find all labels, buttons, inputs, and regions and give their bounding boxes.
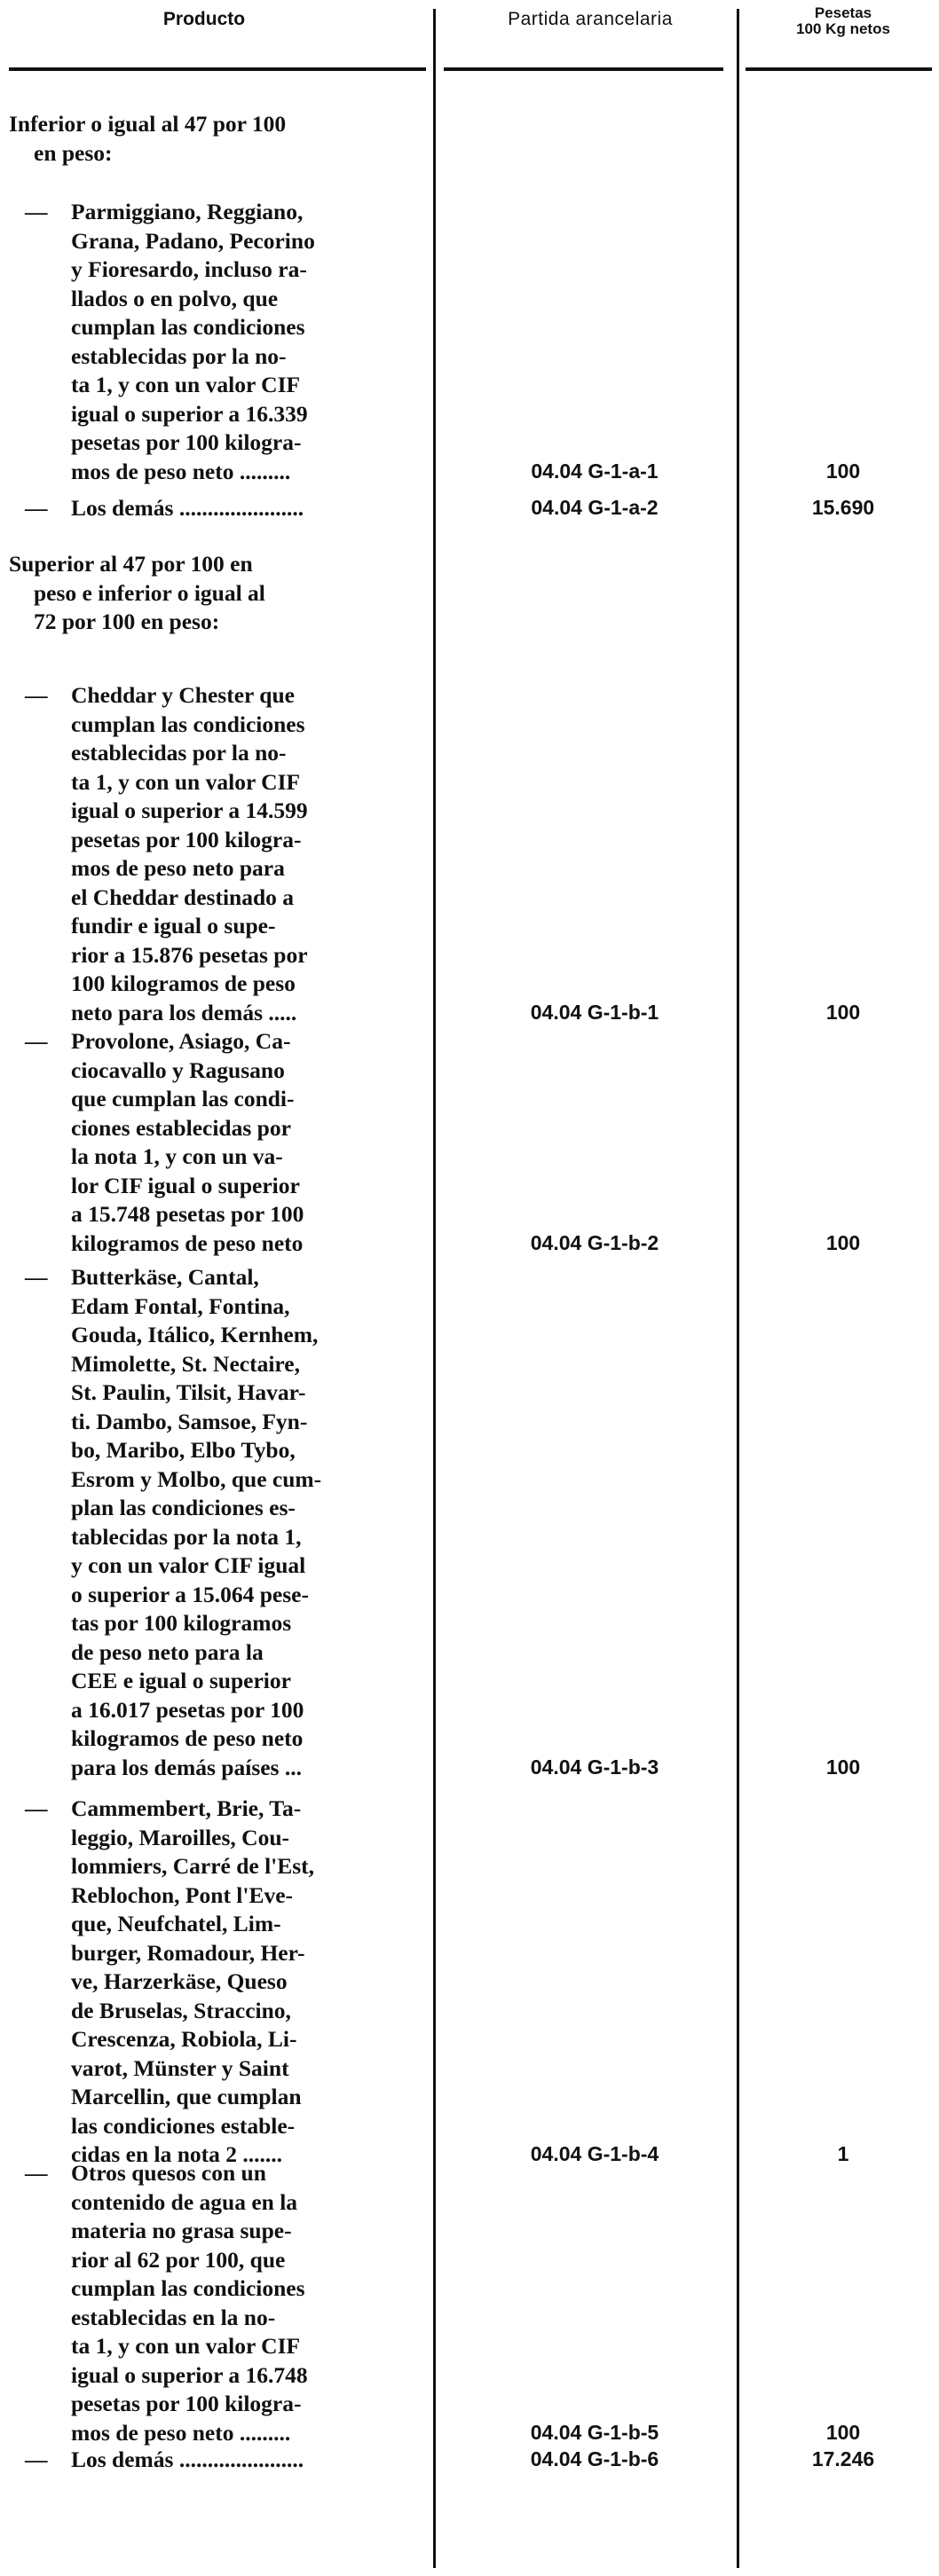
- product-description-line: Reblochon, Pont l'Eve-: [71, 1881, 294, 1908]
- product-description-line: establecidas en la no-: [71, 2304, 276, 2330]
- column-divider-1: [433, 9, 436, 2568]
- product-description-line: igual o superior a 14.599: [71, 797, 308, 823]
- product-description-line: ta 1, y con un valor CIF: [71, 2333, 301, 2359]
- product-description-line: varot, Münster y Saint: [71, 2054, 289, 2081]
- tariff-code: 04.04 G-1-a-1: [531, 459, 659, 483]
- product-description-line: kilogramos de peso neto: [71, 1229, 304, 1256]
- tariff-code: 04.04 G-1-b-4: [530, 2142, 659, 2165]
- column-header-producto: Producto: [162, 9, 246, 29]
- column-divider-2: [737, 9, 739, 2568]
- pesetas-value: 17.246: [811, 2447, 875, 2470]
- pesetas-value: 100: [825, 1230, 861, 1254]
- product-description-line: materia no grasa supe-: [71, 2218, 292, 2243]
- product-description-line: y con un valor CIF igual: [71, 1552, 306, 1578]
- product-description-line: la nota 1, y con un va-: [71, 1143, 283, 1169]
- dash-bullet-icon: —: [25, 495, 48, 521]
- product-description-line: mos de peso neto .........: [71, 2419, 291, 2446]
- product-description-line: o superior a 15.064 pese-: [71, 1581, 309, 1607]
- product-description-line: pesetas por 100 kilogra-: [71, 429, 302, 455]
- product-description-line: leggio, Maroilles, Cou-: [71, 1824, 289, 1850]
- product-description-line: bo, Maribo, Elbo Tybo,: [71, 1437, 296, 1463]
- tariff-code: 04.04 G-1-b-3: [530, 1755, 659, 1779]
- product-description-line: Mimolette, St. Nectaire,: [71, 1350, 300, 1377]
- product-description-line: Crescenza, Robiola, Li-: [71, 2026, 297, 2052]
- product-item: [25, 494, 429, 523]
- product-item: [25, 2446, 429, 2475]
- product-description-line: kilogramos de peso neto: [71, 1725, 304, 1751]
- section-heading-line: Superior al 47 por 100 en: [9, 551, 253, 577]
- product-description-line: de Bruselas, Straccino,: [71, 1997, 291, 2023]
- product-description-line: lommiers, Carré de l'Est,: [71, 1853, 315, 1879]
- product-description-line: pesetas por 100 kilogra-: [71, 2391, 302, 2416]
- dash-bullet-icon: —: [25, 1264, 48, 1290]
- product-description-line: para los demás países ...: [71, 1754, 302, 1780]
- product-description-line: plan las condiciones es-: [71, 1495, 296, 1520]
- product-description-line: mos de peso neto para: [71, 855, 285, 881]
- header-rule-partida: [444, 67, 723, 71]
- header-rule-pesetas: [746, 67, 932, 71]
- product-description-line: Esrom y Molbo, que cum-: [71, 1465, 322, 1492]
- product-description-line: St. Paulin, Tilsit, Havar-: [71, 1379, 306, 1405]
- product-description-line: — Cammembert, Brie, Ta-: [25, 1795, 429, 1824]
- section-heading-line: peso e inferior o igual al: [34, 579, 265, 606]
- product-description-line: y Fioresardo, incluso ra-: [71, 256, 307, 282]
- product-description-line: Edam Fontal, Fontina,: [71, 1292, 290, 1319]
- product-description-line: Grana, Padano, Pecorino: [71, 227, 315, 254]
- product-description-line: fundir e igual o supe-: [71, 913, 276, 939]
- product-description-line: ciones establecidas por: [71, 1114, 291, 1141]
- product-description-line: — Cheddar y Chester que: [25, 681, 429, 711]
- product-description-line: cumplan las condiciones: [71, 2275, 305, 2301]
- product-description-line: ta 1, y con un valor CIF: [71, 372, 301, 397]
- product-item: [25, 1263, 429, 1782]
- tariff-code: 04.04 G-1-b-2: [530, 1230, 659, 1254]
- tariff-code: 04.04 G-1-b-1: [530, 1000, 659, 1024]
- product-description-line: — Provolone, Asiago, Ca-: [25, 1027, 429, 1056]
- product-description-line: ciocavallo y Ragusano: [71, 1056, 285, 1083]
- product-description-line: CEE e igual o superior: [71, 1668, 291, 1693]
- product-description-line: — Los demás ......................: [25, 2446, 429, 2475]
- dash-bullet-icon: —: [25, 1028, 48, 1054]
- product-description-line: ti. Dambo, Samsoe, Fyn-: [71, 1408, 308, 1434]
- column-header-pesetas: [750, 5, 936, 37]
- product-description-line: rior a 15.876 pesetas por: [71, 941, 308, 968]
- tariff-code: 04.04 G-1-b-6: [530, 2447, 659, 2470]
- tariff-code: 04.04 G-1-a-2: [531, 496, 659, 519]
- product-description-line: Gouda, Itálico, Kernhem,: [71, 1322, 319, 1347]
- pesetas-value: 100: [825, 2420, 861, 2444]
- product-description-line: establecidas por la no-: [71, 740, 287, 766]
- section-heading-line: Inferior o igual al 47 por 100: [9, 111, 287, 137]
- product-description-line: lor CIF igual o superior: [71, 1172, 300, 1198]
- product-description-line: contenido de agua en la: [71, 2188, 298, 2215]
- product-description-line: que cumplan las condi-: [71, 1086, 295, 1111]
- dash-bullet-icon: —: [25, 199, 48, 224]
- pesetas-value: 100: [825, 1755, 861, 1779]
- tariff-code: 04.04 G-1-b-5: [530, 2420, 659, 2444]
- pesetas-value: 100: [825, 459, 861, 483]
- product-description-line: a 15.748 pesetas por 100: [71, 1201, 304, 1227]
- product-description-line: rior al 62 por 100, que: [71, 2246, 286, 2273]
- product-description-line: 100 kilogramos de peso: [71, 970, 296, 996]
- product-description-line: el Cheddar destinado a: [71, 884, 295, 910]
- product-description-line: igual o superior a 16.748: [71, 2361, 308, 2388]
- product-item: [25, 2159, 429, 2447]
- product-item: [25, 198, 429, 486]
- product-description-line: de peso neto para la: [71, 1638, 264, 1665]
- product-description-line: cumplan las condiciones: [71, 314, 305, 340]
- header-rule-producto: [9, 67, 426, 71]
- product-description-line: — Los demás ......................: [25, 494, 429, 523]
- column-header-pesetas-line1: Pesetas: [814, 4, 872, 21]
- product-description-line: Marcellin, que cumplan: [71, 2084, 302, 2109]
- section-heading: [9, 550, 426, 637]
- dash-bullet-icon: —: [25, 2446, 48, 2472]
- product-description-line: pesetas por 100 kilogra-: [71, 826, 302, 852]
- product-item: [25, 1027, 429, 1258]
- product-description-line: igual o superior a 16.339: [71, 400, 308, 427]
- product-description-line: ve, Harzerkäse, Queso: [71, 1968, 288, 1994]
- product-description-line: — Butterkäse, Cantal,: [25, 1263, 429, 1292]
- column-header-pesetas-line2: 100 Kg netos: [796, 20, 890, 37]
- product-item: [25, 1795, 429, 2170]
- product-description-line: ta 1, y con un valor CIF: [71, 768, 301, 795]
- product-description-line: neto para los demás .....: [71, 999, 297, 1025]
- product-description-line: cumplan las condiciones: [71, 711, 305, 737]
- section-heading: [9, 110, 426, 168]
- product-item: [25, 681, 429, 1027]
- product-description-line: establecidas por la no-: [71, 342, 287, 369]
- product-description-line: — Parmiggiano, Reggiano,: [25, 198, 429, 227]
- product-description-line: que, Neufchatel, Lim-: [71, 1911, 281, 1936]
- product-description-line: tablecidas por la nota 1,: [71, 1523, 302, 1550]
- dash-bullet-icon: —: [25, 2160, 48, 2186]
- product-description-line: mos de peso neto .........: [71, 458, 291, 484]
- product-description-line: burger, Romadour, Her-: [71, 1939, 305, 1966]
- dash-bullet-icon: —: [25, 1795, 48, 1821]
- section-heading-line: 72 por 100 en peso:: [34, 609, 220, 634]
- product-description-line: las condiciones estable-: [71, 2112, 296, 2139]
- section-heading-line: en peso:: [34, 139, 113, 166]
- product-description-line: — Otros quesos con un: [25, 2159, 429, 2188]
- product-description-line: llados o en polvo, que: [71, 285, 279, 311]
- pesetas-value: 100: [825, 1000, 861, 1024]
- dash-bullet-icon: —: [25, 682, 48, 708]
- pesetas-value: 1: [837, 2142, 849, 2165]
- pesetas-value: 15.690: [811, 496, 875, 519]
- product-description-line: a 16.017 pesetas por 100: [71, 1696, 304, 1723]
- product-description-line: tas por 100 kilogramos: [71, 1610, 292, 1636]
- column-header-partida: Partida arancelaria: [508, 9, 673, 29]
- product-description-line: cidas en la nota 2 .......: [71, 2141, 283, 2167]
